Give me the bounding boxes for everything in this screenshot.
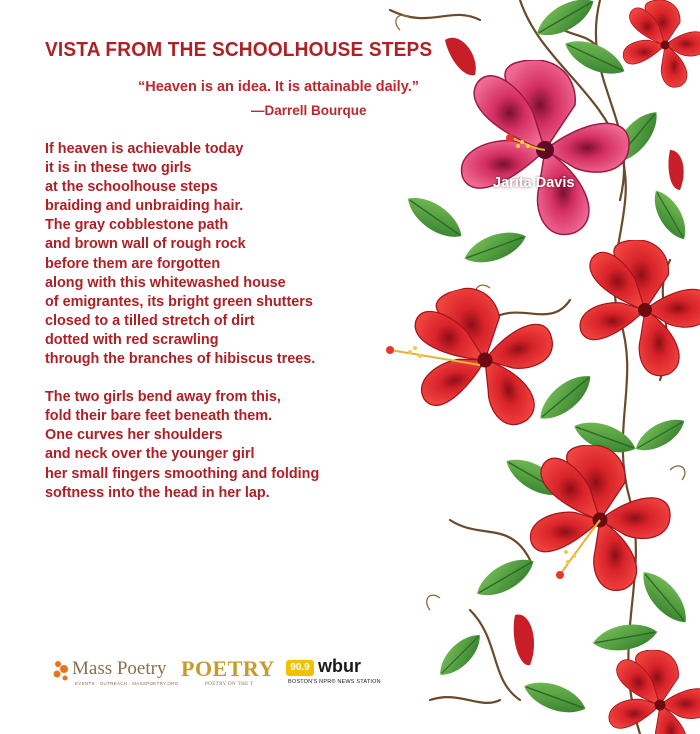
poem-line: braiding and unbraiding hair. (45, 198, 244, 215)
poem-line: at the schoolhouse steps (45, 179, 218, 196)
poem-line: through the branches of hibiscus trees. (45, 351, 316, 368)
poetry-on-the-t-logo (181, 656, 286, 694)
poem-line: One curves her shoulders (45, 427, 223, 444)
poem-line: If heaven is achievable today (45, 141, 244, 157)
epigraph: “Heaven is an idea. It is attainable daily.” (138, 79, 419, 95)
mass-poetry-tagline: EVENTS · OUTREACH · MASSPOETRY.ORG (75, 681, 179, 686)
poem-line: and neck over the younger girl (45, 446, 255, 463)
poem-line: along with this whitewashed house (45, 274, 286, 291)
author-name: Jarita Davis (493, 175, 575, 191)
poem-line: before them are forgotten (45, 255, 221, 272)
wbur-frequency-badge: 90.9 (286, 660, 314, 676)
poem-title: VISTA FROM THE SCHOOLHOUSE STEPS (45, 38, 433, 61)
poem-line: and brown wall of rough rock (45, 236, 246, 253)
poem-line: dotted with red scrawling (45, 331, 219, 348)
poem-line: closed to a tilled stretch of dirt (45, 312, 255, 329)
poem-line: The two girls bend away from this, (45, 389, 281, 406)
poem-line: her small fingers smoothing and folding (45, 465, 320, 482)
mass-poetry-mark-icon (50, 658, 72, 682)
epigraph-attribution: —Darrell Bourque (251, 103, 367, 118)
poem-line: of emigrantes, its bright green shutters (45, 293, 313, 310)
stanza-1 (45, 140, 319, 369)
wbur-wordmark: wbur (318, 656, 361, 676)
poetry-wordmark: POETRY (181, 656, 275, 681)
poem-line: The gray cobblestone path (45, 217, 229, 234)
poem-line: it is in these two girls (45, 160, 192, 177)
wbur-logo (286, 658, 386, 694)
wbur-tagline: BOSTON'S NPR® NEWS STATION (288, 679, 381, 685)
hibiscus-flowers-illustration (370, 0, 700, 734)
mass-poetry-logo (50, 658, 178, 694)
stanza-2 (45, 388, 319, 503)
poem-line: softness into the head in her lap. (45, 484, 270, 501)
poem-body (45, 140, 319, 522)
poem-line: fold their bare feet beneath them. (45, 408, 273, 425)
mass-poetry-name: Mass Poetry (72, 658, 167, 679)
poetry-on-the-t-tagline: POETRY ON THE T (205, 682, 254, 687)
